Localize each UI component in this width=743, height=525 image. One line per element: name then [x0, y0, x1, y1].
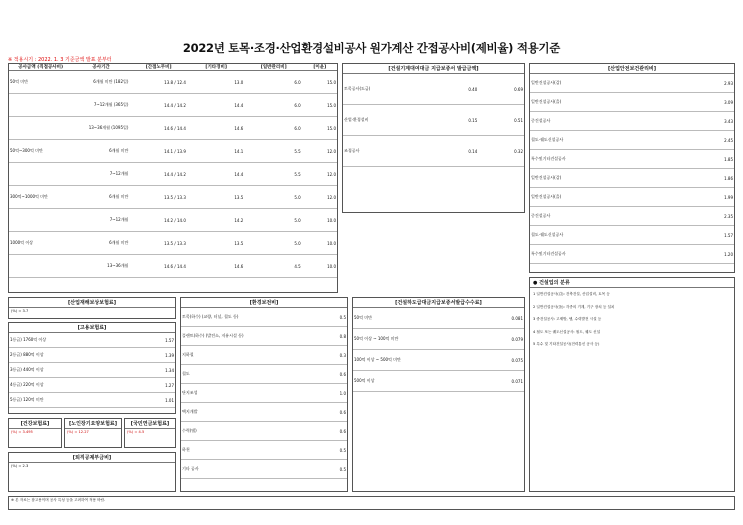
environment-box [180, 297, 348, 492]
safety-row [530, 226, 734, 245]
employment-row [9, 393, 175, 408]
environment-cell: 0.5 [339, 447, 346, 453]
environment-row [181, 308, 347, 327]
employment-row [9, 348, 175, 363]
classification-items [530, 288, 734, 351]
environment-row [181, 327, 347, 346]
main-cell: 14.6 [234, 125, 244, 131]
subcontract-box [352, 297, 525, 492]
environment-cell: 지하철 [182, 352, 194, 357]
safety-cell: 2.35 [724, 213, 733, 219]
safety-row [530, 207, 734, 226]
main-cell: 14.6 / 14.4 [164, 125, 186, 131]
main-cell: 13.5 [234, 240, 244, 246]
machine-cell: 0.69 [514, 86, 523, 92]
classification-item: 4 철도 또는 궤도신설공사: 철도, 궤도 신설 [533, 329, 601, 334]
safety-cell: 특수및기타건설공사 [531, 251, 566, 256]
main-cell: 14.6 / 14.4 [164, 263, 186, 269]
longterm-box [64, 418, 122, 448]
main-cell: 300억~1000억 미만 [10, 194, 48, 199]
safety-cell: 일반건설공사(을) [531, 194, 562, 199]
main-cell: 7~12개월 (365일) [93, 102, 129, 107]
safety-row [530, 150, 734, 169]
main-cell: 6개월 미만 [109, 148, 129, 153]
main-cell: 14.4 / 14.2 [164, 102, 186, 108]
environment-row [181, 422, 347, 441]
main-cell: 13.5 / 13.3 [164, 194, 186, 200]
longterm-rate: (%) = 12.27 [67, 430, 89, 434]
subcontract-rows [353, 308, 524, 392]
subcontract-row [353, 329, 524, 350]
machine-cell: 0.51 [514, 117, 523, 123]
safety-cell: 철도·궤도신설공사 [531, 137, 564, 142]
employment-cell: 1등급) 1760억 이상 [10, 337, 47, 342]
environment-cell: 0.6 [339, 409, 346, 415]
main-cell: 14.4 [234, 102, 244, 108]
employment-cell: 1.34 [165, 367, 174, 373]
classification-header: ● 건설업의 분류 [530, 278, 734, 288]
safety-cell: 1.20 [724, 251, 733, 257]
safety-cell: 철도·궤도신설공사 [531, 232, 564, 237]
environment-cell: 0.8 [339, 333, 346, 339]
safety-cell: 3.43 [724, 118, 733, 124]
main-row [9, 186, 337, 209]
environment-cell: 0.6 [339, 428, 346, 434]
footer-box [8, 496, 735, 510]
main-cell: 15.0 [327, 102, 336, 108]
environment-row [181, 441, 347, 460]
pension-rate: (%) = 4.5 [127, 430, 145, 434]
col-other: [기타경비] [205, 65, 227, 70]
construction-machine-header: [건설기계대여대금 지급보증서 발급금액] [343, 64, 524, 74]
industrial-safety-rate: (%) = 3.7 [11, 309, 29, 313]
subcontract-cell: 0.079 [511, 336, 523, 342]
machine-cell: 토목공사(도급) [344, 86, 371, 91]
industrial-safety-header: [산업재해보상보험료] [9, 298, 175, 308]
employment-cell: 2등급) 880억 이상 [10, 352, 44, 357]
main-row [9, 117, 337, 140]
employment-cell: 4등급) 220억 이상 [10, 382, 44, 387]
environment-cell: 0.6 [339, 371, 346, 377]
machine-row [343, 105, 524, 136]
main-cell: 10.0 [327, 240, 336, 246]
main-rows [9, 71, 337, 278]
employment-row [9, 333, 175, 348]
employment-box [8, 322, 176, 414]
main-cell: 12.0 [327, 171, 336, 177]
machine-row [343, 74, 524, 105]
safety-health-rows [530, 74, 734, 264]
environment-cell: 기타 공사 [182, 466, 199, 471]
main-cell: 14.1 / 13.9 [164, 148, 186, 154]
subcontract-cell: 0.071 [511, 378, 523, 384]
main-rate-table [8, 63, 338, 293]
classification-notes [529, 277, 735, 492]
safety-row [530, 188, 734, 207]
safety-cell: 1.86 [724, 175, 733, 181]
environment-header: [환경보전비] [181, 298, 347, 308]
main-cell: 6.0 [294, 102, 301, 108]
environment-cell: 철도 [182, 371, 190, 376]
environment-rows [181, 308, 347, 479]
main-row [9, 140, 337, 163]
employment-row [9, 363, 175, 378]
safety-cell: 중건설공사 [531, 213, 551, 218]
machine-cell: 0.14 [468, 148, 478, 154]
main-cell: 14.1 [234, 148, 244, 154]
environment-cell: 수력(댐) [182, 428, 197, 433]
subcontract-row [353, 350, 524, 371]
main-cell: 15.0 [327, 125, 336, 131]
subcontract-cell: 500억 이상 [354, 378, 375, 383]
environment-cell: 0.5 [339, 314, 346, 320]
subcontract-cell: 100억 이상 ~ 500억 미만 [354, 357, 401, 362]
employment-cell: 1.57 [165, 337, 174, 343]
retire-box [8, 452, 176, 492]
employment-cell: 1.01 [165, 397, 174, 403]
safety-cell: 2.93 [724, 80, 733, 86]
safety-health-box [529, 63, 735, 273]
safety-cell: 특수및기타건설공사 [531, 156, 566, 161]
machine-cell: 0.32 [514, 148, 523, 154]
safety-cell: 1.99 [724, 194, 733, 200]
main-cell: 50억~300억 미만 [10, 148, 43, 153]
main-cell: 14.6 [234, 263, 244, 269]
subcontract-cell: 50억 미만 [354, 315, 372, 320]
machine-cell: 산업·환경설비 [344, 117, 369, 122]
safety-cell: 일반건설공사(갑) [531, 175, 562, 180]
machine-cell: 조경공사 [344, 148, 360, 153]
subcontract-cell: 0.075 [511, 357, 523, 363]
environment-row [181, 403, 347, 422]
subcontract-row [353, 308, 524, 329]
main-cell: 5.0 [294, 217, 301, 223]
main-cell: 5.0 [294, 240, 301, 246]
main-row [9, 163, 337, 186]
pension-box [124, 418, 176, 448]
employment-cell: 5등급) 120억 미만 [10, 397, 44, 402]
main-cell: 13~36개월 [107, 263, 129, 268]
environment-cell: 플랜트(하수) (발전소, 저유시설 등) [182, 333, 244, 338]
retire-rate: (%) = 2.3 [11, 464, 29, 468]
main-cell: 13.8 / 12.4 [164, 79, 186, 85]
classification-item: 3 중건설공사: 고제방, 댐, 수력발전 시설 등 [533, 317, 602, 322]
subcontract-cell: 0.081 [511, 315, 523, 321]
machine-row [343, 136, 524, 167]
industrial-safety-box [8, 297, 176, 319]
apply-date-note: ※ 적용시기 : 2022. 1. 3 기준금액 발표 분부터 [8, 57, 112, 63]
footer-note: ※ 본 자료는 참고용이며 공사 특성 등을 고려하여 적용 바람. [11, 498, 106, 502]
environment-row [181, 460, 347, 479]
main-cell: 13.0 [234, 79, 244, 85]
main-cell: 12.0 [327, 194, 336, 200]
main-cell: 5.5 [294, 171, 301, 177]
safety-row [530, 245, 734, 264]
subcontract-row [353, 371, 524, 392]
main-cell: 10.0 [327, 217, 336, 223]
employment-rows [9, 333, 175, 408]
main-row [9, 209, 337, 232]
main-cell: 6개월 미만 [109, 240, 129, 245]
safety-cell: 중건설공사 [531, 118, 551, 123]
page-title: 2022년 토목·조경·산업환경설비공사 원가계산 간접공사비(제비율) 적용기준 [182, 41, 561, 55]
main-cell: 14.2 / 14.0 [164, 217, 186, 223]
main-cell: 6.0 [294, 125, 301, 131]
col-indirect: [간접노무비] [145, 65, 172, 70]
employment-cell: 1.27 [165, 382, 174, 388]
main-cell: 5.0 [294, 194, 301, 200]
classification-item: 5 특수 및 기타건설공사(전력통신 공사 등) [533, 342, 600, 347]
pension-header: [국민연금보험료] [125, 419, 175, 429]
main-cell: 12.0 [327, 148, 336, 154]
main-cell: 14.2 [234, 217, 244, 223]
safety-cell: 1.57 [724, 232, 733, 238]
environment-row [181, 346, 347, 365]
safety-cell: 3.09 [724, 99, 733, 105]
safety-row [530, 112, 734, 131]
main-cell: 13.5 / 13.3 [164, 240, 186, 246]
employment-cell: 1.39 [165, 352, 174, 358]
main-cell: 7~12개월 [109, 171, 129, 176]
environment-row [181, 365, 347, 384]
environment-row [181, 384, 347, 403]
safety-row [530, 93, 734, 112]
main-cell: 14.4 / 14.2 [164, 171, 186, 177]
subcontract-header: [건설하도급대금지급보증서발급수수료] [353, 298, 524, 308]
col-general: [일반관리비] [260, 65, 287, 70]
health-rate: (%) = 3.495 [11, 430, 33, 434]
safety-cell: 일반건설공사(을) [531, 99, 562, 104]
retire-header: [퇴직공제부금비] [9, 453, 175, 463]
health-box [8, 418, 62, 448]
environment-cell: 하천 [182, 447, 190, 452]
main-row [9, 255, 337, 278]
safety-row [530, 131, 734, 150]
main-cell: 6개월 미만 [109, 194, 129, 199]
environment-cell: 단지조성 [182, 390, 198, 395]
main-cell: 50억 미만 [10, 79, 28, 84]
classification-item: 1 일반건설공사(갑): 건축건설, 산업설비, 토목 등 [533, 292, 610, 296]
environment-cell: 토목(하수) (교량, 터널, 철도 등) [182, 314, 239, 319]
main-cell: 4.5 [294, 263, 301, 269]
col-amount: 공사금액 (직접공사비) [18, 65, 64, 70]
main-cell: 15.0 [327, 79, 336, 85]
machine-cell: 0.40 [468, 86, 478, 92]
main-row [9, 71, 337, 94]
machine-cell: 0.15 [468, 117, 478, 123]
col-profit: [이윤] [313, 65, 327, 70]
safety-cell: 1.85 [724, 156, 733, 162]
safety-cell: 2.45 [724, 137, 733, 143]
employment-header: [고용보험료] [9, 323, 175, 333]
safety-row [530, 74, 734, 93]
col-period: 공사기간 [92, 65, 110, 70]
subcontract-cell: 50억 이상 ~ 100억 미만 [354, 336, 399, 341]
main-cell: 1000억 이상 [10, 240, 34, 245]
environment-cell: 1.0 [339, 390, 346, 396]
safety-cell: 일반건설공사(갑) [531, 80, 562, 85]
main-cell: 13.5 [234, 194, 244, 200]
main-row [9, 232, 337, 255]
classification-item: 2 일반건설공사(을): 각종의 기계, 기구 장치 등 설치 [533, 304, 615, 309]
environment-cell: 0.3 [339, 352, 346, 358]
health-header: [건강보험료] [9, 419, 61, 429]
employment-cell: 3등급) 440억 이상 [10, 367, 44, 372]
environment-cell: 0.5 [339, 466, 346, 472]
safety-health-header: [산업안전보건관리비] [530, 64, 734, 74]
longterm-header: [노인장기요양보험료] [65, 419, 121, 429]
employment-row [9, 378, 175, 393]
main-row [9, 94, 337, 117]
main-cell: 13~36개월 (1095일) [88, 125, 129, 130]
main-cell: 5.5 [294, 148, 301, 154]
main-cell: 14.4 [234, 171, 244, 177]
main-cell: 7~12개월 [109, 217, 129, 222]
construction-machine-rows [343, 74, 524, 167]
construction-machine-box [342, 63, 525, 213]
main-cell: 10.0 [327, 263, 336, 269]
main-cell: 6.0 [294, 79, 301, 85]
main-cell: 6개월 미만 (182일) [93, 79, 129, 84]
safety-row [530, 169, 734, 188]
environment-cell: 택지개발 [182, 409, 198, 414]
